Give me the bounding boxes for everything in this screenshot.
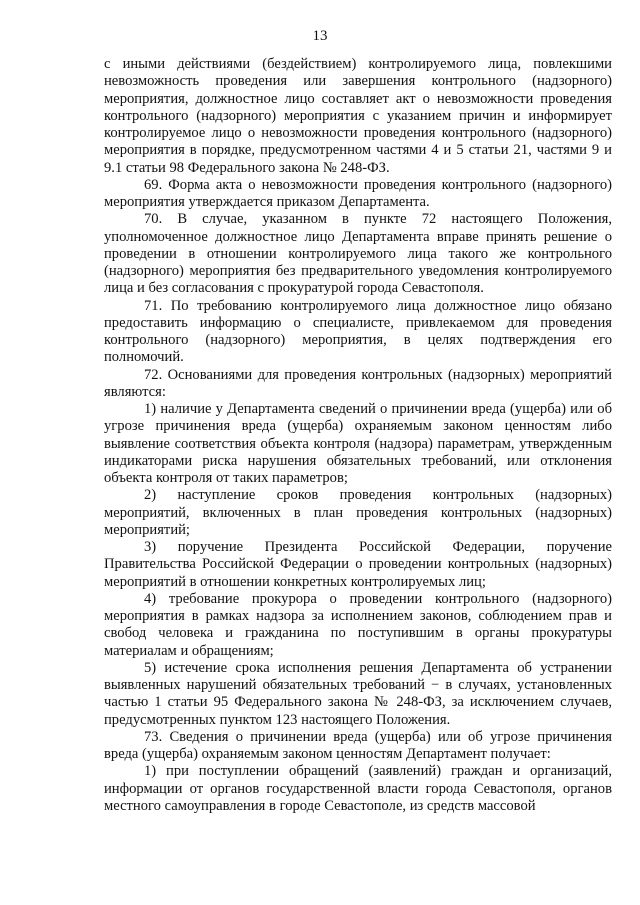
paragraph-69: 69. Форма акта о невозможности проведения контрольного (надзорного) мероприятия утверждается приказом Департамента. <box>104 176 612 210</box>
page-number: 13 <box>312 28 328 44</box>
paragraph-72-item-4: 4) требование прокурора о проведении контрольного (надзорного) мероприятия в рамках надзора за исполнением законов, соблюдением прав и свобод человека и гражданина по поступившим в органы прокуратуры материалам и обращениям; <box>104 590 612 659</box>
paragraph-70: 70. В случае, указанном в пункте 72 настоящего Положения, уполномоченное должностное лицо Департамента вправе принять решение о проведении в отношении контролируемого лица такого же контрольного (надзорного) мероприятия без предварительного уведомления контролируемого лица и без согласования с прокуратурой города Севастополя. <box>104 211 612 297</box>
document-body <box>104 56 612 815</box>
paragraph-72: 72. Основаниями для проведения контрольных (надзорных) мероприятий являются: <box>104 366 612 400</box>
paragraph-72-item-1: 1) наличие у Департамента сведений о причинении вреда (ущерба) или об угрозе причинения вреда (ущерба) охраняемым законом ценностям либо выявление соответствия объекта контроля (надзора) параметрам, утвержденным индикаторами риска нарушения обязательных требований, или отклонения объекта контроля от таких параметров; <box>104 401 612 486</box>
paragraph-72-item-5: 5) истечение срока исполнения решения Департамента об устранении выявленных нарушений обязательных требований − в случаях, установленных частью 1 статьи 95 Федерального закона № 248-ФЗ, за исключением случаев, предусмотренных пунктом 123 настоящего Положения. <box>104 659 612 728</box>
paragraph-73-item-1: 1) при поступлении обращений (заявлений) граждан и организаций, информации от органов государственной власти города Севастополя, органов местного самоуправления в городе Севастополе, из средств массовой <box>104 763 612 814</box>
paragraph-71: 71. По требованию контролируемого лица должностное лицо обязано предоставить информацию о специалисте, привлекаемом для проведения контрольного (надзорного) мероприятия, в целях подтверждения его полномочий. <box>104 297 612 366</box>
paragraph-continuation: с иными действиями (бездействием) контролируемого лица, повлекшими невозможность проведения или завершения контрольного (надзорного) мероприятия, должностное лицо составляет акт о невозможности проведения контрольного (надзорного) мероприятия с указанием причин и информирует контролируемое лицо о невозможности проведения контрольного (надзорного) мероприятия в порядке, предусмотренном частями 4 и 5 статьи 21, частями 9 и 9.1 статьи 98 Федерального закона № 248-ФЗ. <box>104 56 612 176</box>
paragraph-73: 73. Сведения о причинении вреда (ущерба) или об угрозе причинения вреда (ущерба) охраняемым законом ценностям Департамент получает: <box>104 728 612 762</box>
paragraph-72-item-2: 2) наступление сроков проведения контрольных (надзорных) мероприятий, включенных в план проведения контрольных (надзорных) мероприятий; <box>104 487 612 538</box>
paragraph-72-item-3: 3) поручение Президента Российской Федерации, поручение Правительства Российской Федерации о проведении контрольных (надзорных) мероприятий в отношении конкретных контролируемых лиц; <box>104 539 612 590</box>
